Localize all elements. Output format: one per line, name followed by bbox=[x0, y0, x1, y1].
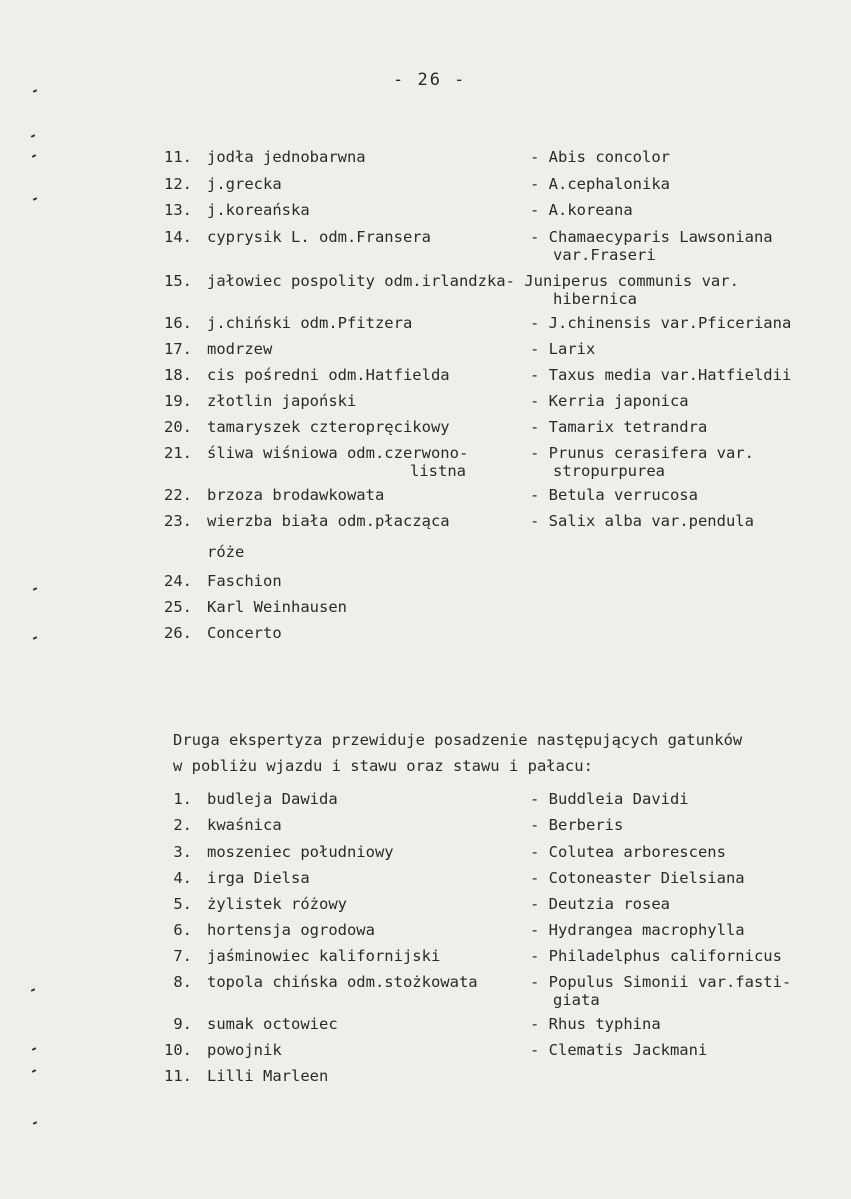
latin-name-continued: var.Fraseri bbox=[553, 246, 656, 264]
margin-mark bbox=[32, 154, 36, 158]
item-number: 2. bbox=[173, 816, 192, 834]
polish-name-continued: listna bbox=[410, 462, 466, 480]
polish-name: kwaśnica bbox=[207, 816, 282, 834]
item-number: 4. bbox=[173, 869, 192, 887]
item-number: 22. bbox=[164, 486, 192, 504]
margin-mark bbox=[31, 988, 35, 992]
margin-mark bbox=[32, 1047, 36, 1051]
item-number: 15. bbox=[164, 272, 192, 290]
latin-name-continued: stropurpurea bbox=[553, 462, 665, 480]
page-number: - 26 - bbox=[393, 70, 467, 90]
latin-name: - A.cephalonika bbox=[530, 175, 670, 193]
item-number: 13. bbox=[164, 201, 192, 219]
item-number: 18. bbox=[164, 366, 192, 384]
latin-name: - Betula verrucosa bbox=[530, 486, 698, 504]
rose-name: Karl Weinhausen bbox=[207, 598, 347, 616]
latin-name: - Clematis Jackmani bbox=[530, 1041, 708, 1059]
latin-name: - Abis concolor bbox=[530, 148, 670, 166]
polish-name: modrzew bbox=[207, 340, 273, 358]
margin-mark bbox=[31, 134, 35, 138]
polish-name: brzoza brodawkowata bbox=[207, 486, 385, 504]
latin-name: - Populus Simonii var.fasti- bbox=[530, 973, 792, 991]
paragraph-line-2: w pobliżu wjazdu i stawu oraz stawu i pałacu: bbox=[173, 757, 593, 775]
latin-name: - Prunus cerasifera var. bbox=[530, 444, 754, 462]
latin-name: - Salix alba var.pendula bbox=[530, 512, 754, 530]
paragraph-line-1: Druga ekspertyza przewiduje posadzenie następujących gatunków bbox=[173, 731, 743, 749]
latin-name: - Rhus typhina bbox=[530, 1015, 661, 1033]
polish-name: cyprysik L. odm.Fransera bbox=[207, 228, 431, 246]
item-number: 19. bbox=[164, 392, 192, 410]
latin-name: - Taxus media var.Hatfieldii bbox=[530, 366, 792, 384]
polish-name: budleja Dawida bbox=[207, 790, 338, 808]
margin-mark bbox=[33, 89, 37, 93]
margin-mark bbox=[33, 197, 37, 201]
item-number: 1. bbox=[173, 790, 192, 808]
item-number: 6. bbox=[173, 921, 192, 939]
latin-name: - Deutzia rosea bbox=[530, 895, 670, 913]
item-number: 25. bbox=[164, 598, 192, 616]
polish-name: topola chińska odm.stożkowata bbox=[207, 973, 478, 991]
polish-name: wierzba biała odm.płacząca bbox=[207, 512, 450, 530]
latin-name-continued: giata bbox=[553, 991, 600, 1009]
item-number: 17. bbox=[164, 340, 192, 358]
item-number: 10. bbox=[164, 1041, 192, 1059]
polish-name: sumak octowiec bbox=[207, 1015, 338, 1033]
polish-name: powojnik bbox=[207, 1041, 282, 1059]
polish-name: jodła jednobarwna bbox=[207, 148, 366, 166]
item-number: 26. bbox=[164, 624, 192, 642]
latin-name: - Chamaecyparis Lawsoniana bbox=[530, 228, 773, 246]
polish-name: złotlin japoński bbox=[207, 392, 357, 410]
polish-name: żylistek różowy bbox=[207, 895, 347, 913]
latin-name: - Buddleia Davidi bbox=[530, 790, 689, 808]
latin-name: - Cotoneaster Dielsiana bbox=[530, 869, 745, 887]
polish-name: Lilli Marleen bbox=[207, 1067, 329, 1085]
item-number: 11. bbox=[164, 1067, 192, 1085]
polish-name: jałowiec pospolity odm.irlandzka- Juniperus communis var. bbox=[207, 272, 739, 290]
latin-name: - Colutea arborescens bbox=[530, 843, 726, 861]
margin-mark bbox=[33, 587, 37, 591]
polish-name: moszeniec południowy bbox=[207, 843, 394, 861]
item-number: 11. bbox=[164, 148, 192, 166]
latin-name-continued: hibernica bbox=[553, 290, 637, 308]
polish-name: tamaryszek czteropręcikowy bbox=[207, 418, 450, 436]
latin-name: - Hydrangea macrophylla bbox=[530, 921, 745, 939]
latin-name: - Berberis bbox=[530, 816, 624, 834]
item-number: 20. bbox=[164, 418, 192, 436]
polish-name: j.grecka bbox=[207, 175, 282, 193]
polish-name: j.koreańska bbox=[207, 201, 310, 219]
polish-name: śliwa wiśniowa odm.czerwono- bbox=[207, 444, 469, 462]
latin-name: - Philadelphus californicus bbox=[530, 947, 782, 965]
item-number: 8. bbox=[173, 973, 192, 991]
latin-name: - J.chinensis var.Pficeriana bbox=[530, 314, 792, 332]
item-number: 3. bbox=[173, 843, 192, 861]
latin-name: - Tamarix tetrandra bbox=[530, 418, 708, 436]
item-number: 9. bbox=[173, 1015, 192, 1033]
item-number: 24. bbox=[164, 572, 192, 590]
polish-name: hortensja ogrodowa bbox=[207, 921, 375, 939]
item-number: 16. bbox=[164, 314, 192, 332]
rose-name: Faschion bbox=[207, 572, 282, 590]
rose-name: Concerto bbox=[207, 624, 282, 642]
polish-name: jaśminowiec kalifornijski bbox=[207, 947, 441, 965]
margin-mark bbox=[33, 1121, 37, 1125]
margin-mark bbox=[32, 1069, 36, 1073]
polish-name: irga Dielsa bbox=[207, 869, 310, 887]
item-number: 21. bbox=[164, 444, 192, 462]
polish-name: cis pośredni odm.Hatfielda bbox=[207, 366, 450, 384]
item-number: 7. bbox=[173, 947, 192, 965]
roses-heading: róże bbox=[207, 543, 245, 561]
item-number: 14. bbox=[164, 228, 192, 246]
item-number: 5. bbox=[173, 895, 192, 913]
latin-name: - Kerria japonica bbox=[530, 392, 689, 410]
polish-name: j.chiński odm.Pfitzera bbox=[207, 314, 413, 332]
item-number: 23. bbox=[164, 512, 192, 530]
item-number: 12. bbox=[164, 175, 192, 193]
latin-name: - Larix bbox=[530, 340, 596, 358]
margin-mark bbox=[33, 636, 37, 640]
latin-name: - A.koreana bbox=[530, 201, 633, 219]
